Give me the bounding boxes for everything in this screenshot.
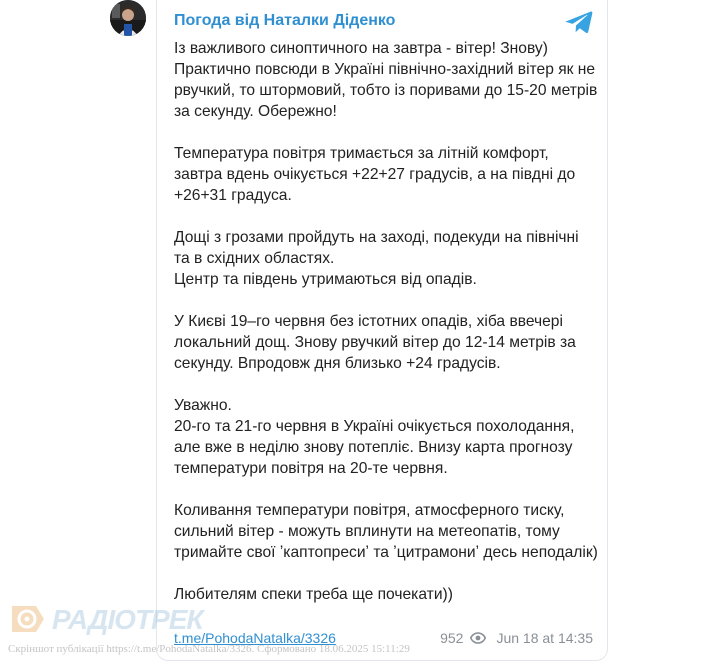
channel-name[interactable]: Погода від Наталки Діденко bbox=[174, 12, 396, 29]
post-text bbox=[174, 38, 598, 605]
radiotrek-logo-icon bbox=[10, 602, 46, 636]
screenshot-caption: Скріншот публікації https://t.me/PohodaNatalka/3326. Сформовано 18.06.2025 15:11:29 bbox=[8, 643, 410, 655]
post-paragraph: Коливання температури повітря, атмосферного тиску, сильний вітер - можуть вплинути на метеопатів, тому тримайте свої ʼкаптопресиʼ та ʼцитрамониʼ десь неподалік) bbox=[174, 502, 598, 561]
eye-icon bbox=[470, 632, 486, 644]
post-link[interactable]: t.me/PohodaNatalka/3326 bbox=[174, 630, 336, 646]
post-paragraph: Температура повітря тримається за літній комфорт, завтра вдень очікується +22+27 градусів, а на півдні до +26+31 градуса. bbox=[174, 145, 576, 204]
post-card bbox=[156, 0, 608, 661]
radiotrek-watermark bbox=[10, 602, 203, 638]
channel-avatar[interactable] bbox=[110, 0, 146, 36]
telegram-icon[interactable] bbox=[565, 10, 593, 34]
post-meta bbox=[440, 630, 593, 646]
post-paragraph: У Києві 19–го червня без істотних опадів, хіба ввечері локальний дощ. Знову рвучкий вітер до 12-14 метрів за секунду. Впродовж дня близько +24 градусів. bbox=[174, 313, 576, 372]
avatar-image bbox=[110, 0, 146, 36]
post-date[interactable]: Jun 18 at 14:35 bbox=[496, 630, 593, 646]
post-paragraph: Із важливого синоптичного на завтра - вітер! Знову) Практично повсюди в Україні північно-західний вітер як не рвучкий, то штормовий, тобто із поривами до 15-20 метрів за секунду. Обережно! bbox=[174, 40, 598, 120]
post-paragraph: Уважно. 20-го та 21-го червня в Україні очікується похолодання, але вже в неділю знову потепліє. Внизу карта прогнозу температури повітря на 20-те червня. bbox=[174, 397, 575, 477]
post-paragraph: Любителям спеки треба ще почекати)) bbox=[174, 586, 453, 603]
post-paragraph: Дощі з грозами пройдуть на заході, подекуди на північні та в східних областях. Центр та південь утримаються від опадів. bbox=[174, 229, 579, 288]
radiotrek-brand: РАДІОТРЕК bbox=[52, 604, 203, 635]
view-count: 952 bbox=[440, 630, 464, 646]
